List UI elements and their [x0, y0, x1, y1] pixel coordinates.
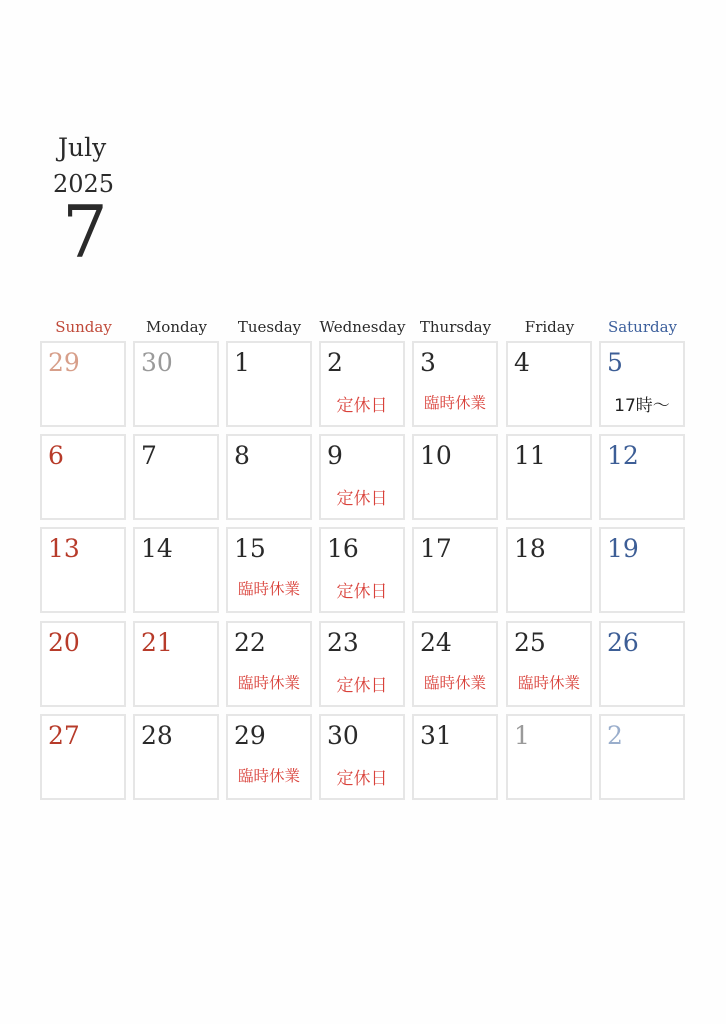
day-number: 13	[48, 534, 80, 563]
day-number: 20	[48, 628, 80, 657]
day-number: 9	[327, 441, 343, 470]
day-number: 5	[607, 348, 623, 377]
day-cell[interactable]	[506, 341, 592, 427]
day-number: 18	[514, 534, 546, 563]
day-cell[interactable]	[599, 434, 685, 520]
day-cell[interactable]	[40, 341, 126, 427]
day-number: 17	[420, 534, 452, 563]
day-cell[interactable]	[319, 434, 405, 520]
weekday-label-thursday: Thursday	[419, 318, 492, 336]
day-note: 定休日	[336, 396, 388, 416]
day-number: 19	[607, 534, 639, 563]
weekday-label-friday: Friday	[524, 318, 575, 336]
day-cell[interactable]	[319, 527, 405, 613]
day-number: 29	[48, 348, 80, 377]
day-cell[interactable]	[506, 621, 592, 707]
day-cell[interactable]	[412, 714, 498, 800]
day-cell[interactable]	[226, 621, 312, 707]
day-number: 27	[48, 721, 80, 750]
day-number: 8	[234, 441, 250, 470]
day-cell[interactable]	[40, 434, 126, 520]
day-cell[interactable]	[133, 434, 219, 520]
day-number: 30	[327, 721, 359, 750]
day-number: 12	[607, 441, 639, 470]
day-cell[interactable]	[40, 621, 126, 707]
day-cell[interactable]	[412, 527, 498, 613]
day-number: 7	[141, 441, 157, 470]
day-number: 25	[514, 628, 546, 657]
day-number: 3	[420, 348, 436, 377]
day-note: 臨時休業	[237, 674, 300, 692]
day-note: 定休日	[336, 582, 388, 602]
day-number: 28	[141, 721, 173, 750]
day-cell[interactable]	[226, 341, 312, 427]
day-number: 16	[327, 534, 359, 563]
day-cell[interactable]	[412, 341, 498, 427]
day-number: 11	[514, 441, 546, 470]
day-cell[interactable]	[599, 527, 685, 613]
month-name: July	[58, 133, 107, 162]
day-cell[interactable]	[599, 714, 685, 800]
day-cell[interactable]	[226, 714, 312, 800]
day-cell[interactable]	[319, 714, 405, 800]
day-cell[interactable]	[599, 341, 685, 427]
day-number: 30	[141, 348, 173, 377]
day-note: 定休日	[336, 489, 388, 509]
day-note: 臨時休業	[237, 580, 300, 598]
day-number: 26	[607, 628, 639, 657]
day-note: 定休日	[336, 769, 388, 789]
day-cell[interactable]	[506, 527, 592, 613]
weekday-label-tuesday: Tuesday	[237, 318, 302, 336]
day-note: 臨時休業	[423, 394, 486, 412]
weekday-label-monday: Monday	[145, 318, 208, 336]
day-cell[interactable]	[226, 434, 312, 520]
day-number: 23	[327, 628, 359, 657]
weekday-label-sunday: Sunday	[55, 318, 112, 336]
day-cell[interactable]	[412, 621, 498, 707]
day-number: 1	[234, 348, 250, 377]
day-cell[interactable]	[133, 621, 219, 707]
day-cell[interactable]	[40, 527, 126, 613]
day-cell[interactable]	[133, 714, 219, 800]
day-number: 14	[141, 534, 173, 563]
day-note: 17時～	[614, 396, 670, 416]
day-cell[interactable]	[506, 434, 592, 520]
day-number: 4	[514, 348, 530, 377]
day-cell[interactable]	[412, 434, 498, 520]
day-number: 22	[234, 628, 266, 657]
day-cell[interactable]	[506, 714, 592, 800]
month-number: 7	[62, 190, 108, 274]
day-number: 6	[48, 441, 64, 470]
day-number: 31	[420, 721, 452, 750]
day-number: 2	[607, 721, 623, 750]
day-cell[interactable]	[319, 341, 405, 427]
year: 2025	[53, 170, 115, 198]
day-number: 24	[420, 628, 452, 657]
day-cell[interactable]	[133, 527, 219, 613]
day-cell[interactable]	[226, 527, 312, 613]
day-note: 臨時休業	[517, 674, 580, 692]
day-note: 臨時休業	[423, 674, 486, 692]
day-cell[interactable]	[40, 714, 126, 800]
day-cell[interactable]	[599, 621, 685, 707]
day-cell[interactable]	[319, 621, 405, 707]
day-note: 臨時休業	[237, 767, 300, 785]
day-number: 2	[327, 348, 343, 377]
weekday-label-wednesday: Wednesday	[319, 318, 406, 336]
day-cell[interactable]	[133, 341, 219, 427]
day-number: 21	[141, 628, 173, 657]
day-number: 1	[514, 721, 530, 750]
day-number: 15	[234, 534, 266, 563]
weekday-label-saturday: Saturday	[607, 318, 678, 336]
day-number: 10	[420, 441, 452, 470]
day-note: 定休日	[336, 676, 388, 696]
day-number: 29	[234, 721, 266, 750]
